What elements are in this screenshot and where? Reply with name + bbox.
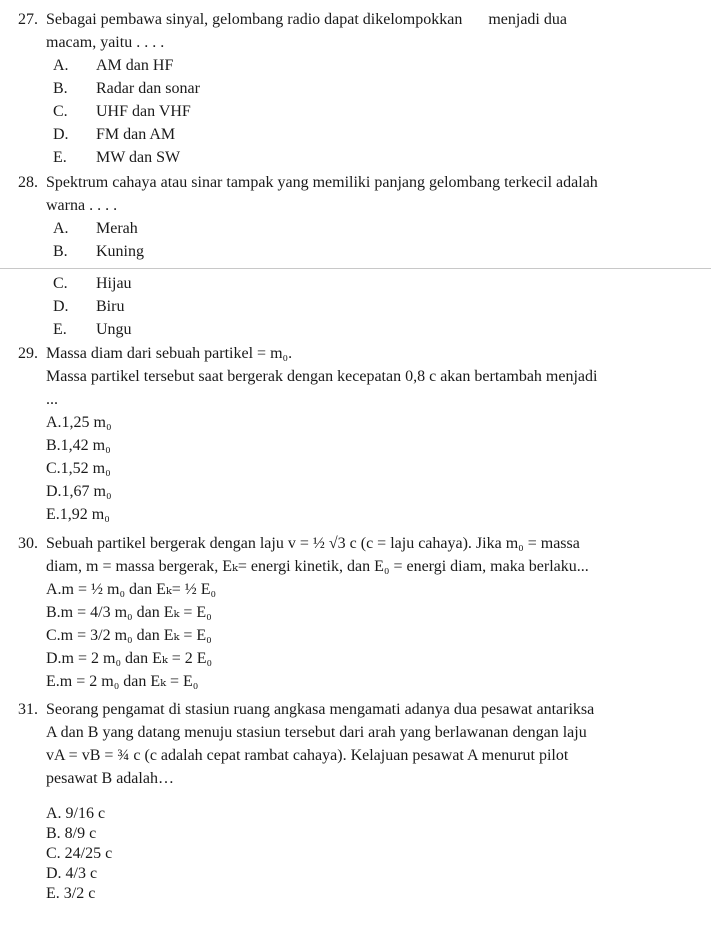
question-31-option-c: C. 24/25 c — [46, 845, 113, 862]
page-divider — [0, 268, 711, 269]
question-28 — [18, 171, 693, 263]
question-29-stem — [18, 342, 693, 411]
question-31-option-d: D. 4/3 c — [46, 865, 98, 882]
question-31-line1: Seorang pengamat di stasiun ruang angkasa mengamati adanya dua pesawat antariksa — [46, 701, 595, 718]
question-28-option-e: E. Ungu — [53, 321, 132, 338]
question-27-number: 27. — [18, 11, 38, 28]
question-28-stem — [18, 171, 693, 217]
question-28-number: 28. — [18, 174, 38, 191]
question-29 — [18, 342, 693, 526]
question-30-option-b: B.m = 4/3 m₀ dan Eₖ = E₀ — [46, 604, 212, 621]
question-31-line3: vA = vB = ¾ c (c adalah cepat rambat cahaya). Kelajuan pesawat A menurut pilot — [46, 747, 569, 764]
question-27-option-a: A. AM dan HF — [53, 57, 174, 74]
question-29-line2: Massa partikel tersebut saat bergerak dengan kecepatan 0,8 c akan bertambah menjadi — [46, 368, 598, 385]
question-31-line4: pesawat B adalah… — [46, 770, 174, 787]
question-28-option-b: B. Kuning — [53, 243, 144, 260]
question-31-option-b: B. 8/9 c — [46, 825, 97, 842]
question-29-option-b: B.1,42 m₀ — [46, 437, 111, 454]
question-29-line3: ... — [46, 391, 58, 408]
question-28-line2: warna . . . . — [46, 197, 118, 214]
question-30-stem — [18, 532, 693, 578]
question-30-option-e: E.m = 2 m₀ dan Eₖ = E₀ — [46, 673, 199, 690]
question-27-line1: Sebagai pembawa sinyal, gelombang radio dapat dikelompokkan — [46, 11, 463, 28]
question-27-option-e: E. MW dan SW — [53, 149, 181, 166]
question-27-line1b: menjadi dua — [488, 11, 567, 28]
question-30-number: 30. — [18, 535, 38, 552]
question-27 — [18, 8, 693, 169]
question-29-option-d: D.1,67 m₀ — [46, 483, 112, 500]
question-31 — [18, 698, 693, 904]
question-27-option-b: B. Radar dan sonar — [53, 80, 200, 97]
question-31-number: 31. — [18, 701, 38, 718]
question-30 — [18, 532, 693, 693]
question-27-option-c: C. UHF dan VHF — [53, 103, 191, 120]
question-29-option-a: A.1,25 m₀ — [46, 414, 112, 431]
question-30-option-a: A.m = ½ m₀ dan Eₖ= ½ E₀ — [46, 581, 217, 598]
question-28-option-d: D. Biru — [53, 298, 125, 315]
question-28-option-c: C. Hijau — [53, 275, 132, 292]
question-29-option-c: C.1,52 m₀ — [46, 460, 111, 477]
question-27-stem — [18, 8, 693, 54]
question-31-option-a: A. 9/16 c — [46, 805, 106, 822]
question-27-line2: macam, yaitu . . . . — [46, 34, 165, 51]
question-29-option-e: E.1,92 m₀ — [46, 506, 110, 523]
question-31-line2: A dan B yang datang menuju stasiun tersebut dari arah yang berlawanan dengan laju — [46, 724, 587, 741]
question-30-line1: Sebuah partikel bergerak dengan laju v = ½ √3 c (c = laju cahaya). Jika m₀ = massa — [46, 535, 580, 552]
question-29-line1: Massa diam dari sebuah partikel = m₀. — [46, 345, 293, 362]
question-31-option-e: E. 3/2 c — [46, 885, 96, 902]
question-31-stem — [18, 698, 693, 790]
question-28-line1: Spektrum cahaya atau sinar tampak yang memiliki panjang gelombang terkecil adalah — [46, 174, 598, 191]
question-30-line2: diam, m = massa bergerak, Eₖ= energi kinetik, dan E₀ = energi diam, maka berlaku... — [46, 558, 589, 575]
question-30-option-c: C.m = 3/2 m₀ dan Eₖ = E₀ — [46, 627, 212, 644]
question-28-continued — [18, 272, 693, 341]
question-27-option-d: D. FM dan AM — [53, 126, 176, 143]
question-30-option-d: D.m = 2 m₀ dan Eₖ = 2 E₀ — [46, 650, 213, 667]
question-28-option-a: A. Merah — [53, 220, 138, 237]
question-29-number: 29. — [18, 345, 38, 362]
